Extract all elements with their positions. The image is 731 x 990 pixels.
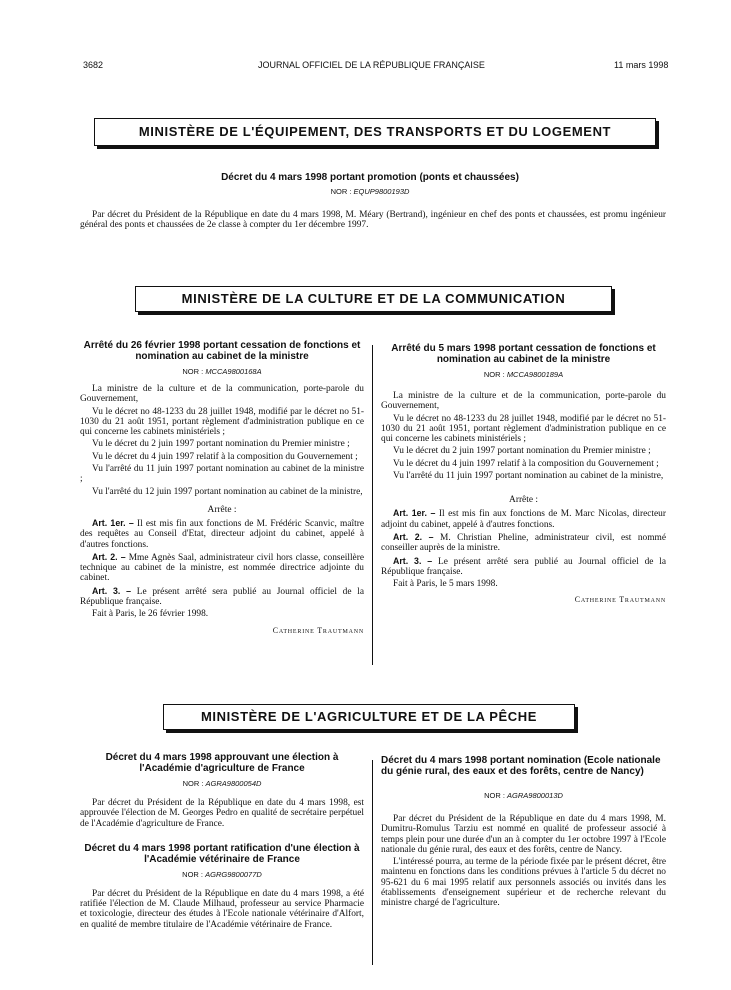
visa-paragraph: Vu l'arrêté du 11 juin 1997 portant nomination au cabinet de la ministre, [393, 471, 664, 482]
culture-right-column [381, 343, 666, 604]
nor-reference [80, 367, 364, 376]
arrete-label: Arrête : [509, 495, 538, 506]
nor-label: NOR : [330, 187, 352, 196]
nor-label: NOR : [182, 779, 204, 788]
article-text: Il est mis fin aux fonctions de M. Marc Nicolas, directeur adjoint du cabinet, appelé à d'autres fonctions. [381, 509, 666, 530]
column-divider [372, 345, 373, 665]
arrete-title: Arrêté du 5 mars 1998 portant cessation de fonctions et nomination au cabinet de la ministre [391, 343, 656, 365]
nor-label: NOR : [483, 370, 505, 379]
visa-paragraph: Vu le décret no 48-1233 du 28 juillet 1948, modifié par le décret no 51-1030 du 21 août 1951, portant règlement d'administration publique en ce qui concerne les cabinets ministériels ; [381, 413, 666, 445]
article-label: Art. 1er. – [92, 517, 134, 528]
signature: Catherine Trautmann [272, 625, 364, 635]
ministry-culture-heading: MINISTÈRE DE LA CULTURE ET DE LA COMMUNICATION [135, 286, 612, 312]
decree-body: Par décret du Président de la République en date du 4 mars 1998, M. Dumitru-Romulus Tarziu est nommé en qualité de professeur associé à temps plein pour une durée d'un an à compter du 1er octobre 1997 à l'Ecole nationale du génie rural, des eaux et des forêts, centre de Nancy. [381, 814, 666, 855]
nor-reference [381, 370, 666, 379]
column-divider [372, 760, 373, 965]
decree-body: Par décret du Président de la République en date du 4 mars 1998, est approuvée l'élection de M. Georges Pedro en qualité de secrétaire perpétuel de l'Académie d'agriculture de France. [80, 798, 364, 829]
journal-title: JOURNAL OFFICIEL DE LA RÉPUBLIQUE FRANÇAISE [258, 60, 485, 70]
article-label: Art. 3. – [92, 585, 132, 596]
article-label: Art. 2. – [393, 531, 434, 542]
article-1 [381, 508, 666, 530]
done-at: Fait à Paris, le 26 février 1998. [92, 609, 209, 620]
nor-reference [80, 779, 364, 788]
visa-paragraph: Vu l'arrêté du 11 juin 1997 portant nomination au cabinet de la ministre ; [80, 464, 364, 485]
decree-body: Par décret du Président de la République en date du 4 mars 1998, a été ratifiée l'élection de M. Claude Milhaud, professeur au service Pharmacie et toxicologie, directeur des études à l'Ecole nationale vétérinaire d'Alfort, en qualité de membre titulaire de l'Académie vétérinaire de France. [80, 888, 364, 930]
article-3 [80, 586, 364, 608]
decree-title: Décret du 4 mars 1998 portant ratification d'une élection à l'Académie vétérinaire de France [84, 842, 360, 865]
article-2 [381, 532, 666, 554]
issue-date: 11 mars 1998 [614, 60, 669, 70]
article-1 [80, 518, 364, 550]
article-text: Le présent arrêté sera publié au Journal officiel de la République française. [80, 586, 364, 608]
nor-code: EQUP9800193D [353, 187, 410, 196]
nor-label: NOR : [484, 791, 505, 800]
visa-paragraph: Vu le décret du 4 juin 1997 relatif à la composition du Gouvernement ; [393, 458, 659, 469]
decree-title: Décret du 4 mars 1998 portant promotion (ponts et chaussées) [221, 172, 519, 183]
ministry-equipement-heading: MINISTÈRE DE L'ÉQUIPEMENT, DES TRANSPORTS ET DU LOGEMENT [94, 118, 656, 146]
decree-title: Décret du 4 mars 1998 portant nomination (Ecole nationale du génie rural, des eaux et des forêts, centre de Nancy) [381, 755, 661, 777]
visa-paragraph: Vu le décret du 2 juin 1997 portant nomination du Premier ministre ; [92, 439, 350, 450]
article-label: Art. 1er. – [393, 508, 436, 519]
nor-label: NOR : [182, 869, 204, 879]
article-3 [381, 556, 666, 578]
nor-label: NOR : [182, 367, 204, 376]
agriculture-left-column [80, 752, 364, 932]
nor-code: AGRG9800077D [205, 869, 262, 879]
nor-code: AGRA9800013D [507, 791, 563, 800]
nor-reference [150, 187, 590, 196]
decree-body: Par décret du Président de la République en date du 4 mars 1998, M. Méary (Bertrand), ingénieur en chef des ponts et chaussées, est promu ingénieur général des ponts et chaussées de 2e classe à compter du 1er décembre 1997. [80, 210, 666, 231]
article-label: Art. 2. – [92, 551, 126, 562]
visa-paragraph: Vu l'arrêté du 12 juin 1997 portant nomination au cabinet de la ministre, [92, 486, 363, 497]
signature: Catherine Trautmann [574, 595, 666, 605]
article-label: Art. 3. – [393, 555, 433, 566]
article-text: M. Christian Pheline, administrateur civil, est nommé conseiller auprès de la ministre. [381, 532, 666, 554]
nor-reference [381, 791, 666, 800]
article-2 [80, 552, 364, 584]
arrete-label: Arrête : [207, 504, 237, 515]
done-at: Fait à Paris, le 5 mars 1998. [393, 579, 498, 590]
article-text: Mme Agnès Saal, administrateur civil hors classe, conseillère technique au cabinet de la ministre, est nommée directrice adjointe du cabinet. [80, 552, 365, 584]
nor-code: MCCA9800189A [506, 370, 564, 379]
decree-title: Décret du 4 mars 1998 approuvant une élection à l'Académie d'agriculture de France [105, 752, 339, 774]
article-text: Le présent arrêté sera publié au Journal officiel de la République française. [381, 556, 666, 577]
culture-left-column [80, 340, 364, 635]
nor-code: MCCA9800168A [205, 367, 262, 376]
ministry-agriculture-heading: MINISTÈRE DE L'AGRICULTURE ET DE LA PÊCHE [163, 704, 575, 730]
visa-paragraph: La ministre de la culture et de la communication, porte-parole du Gouvernement, [80, 384, 364, 405]
page-number: 3682 [83, 60, 104, 70]
article-text: Il est mis fin aux fonctions de M. Frédéric Scanvic, maître des requêtes au Conseil d'Etat, directeur adjoint du cabinet, appelé à d'autres fonctions. [80, 518, 364, 550]
nor-reference [80, 870, 364, 879]
nor-code: AGRA9800054D [205, 779, 262, 788]
arrete-title: Arrêté du 26 février 1998 portant cessation de fonctions et nomination au cabinet de la ministre [83, 340, 361, 362]
visa-paragraph: Vu le décret no 48-1233 du 28 juillet 1948, modifié par le décret no 51-1030 du 21 août 1951, portant règlement d'administration publique en ce qui concerne les cabinets ministériels ; [80, 406, 364, 438]
visa-paragraph: Vu le décret du 2 juin 1997 portant nomination du Premier ministre ; [393, 446, 651, 457]
visa-paragraph: Vu le décret du 4 juin 1997 relatif à la composition du Gouvernement ; [92, 451, 358, 462]
decree-body: L'intéressé pourra, au terme de la période fixée par le présent décret, être maintenu en fonctions dans les conditions prévues à l'article 5 du décret no 95-621 du 6 mai 1995 relatif aux personnels associés ou invités dans les établissements d'enseignement supérieur et de recherche relevant du ministre chargé de l'agriculture. [381, 857, 666, 909]
agriculture-right-column [381, 755, 666, 911]
visa-paragraph: La ministre de la culture et de la communication, porte-parole du Gouvernement, [381, 391, 666, 412]
